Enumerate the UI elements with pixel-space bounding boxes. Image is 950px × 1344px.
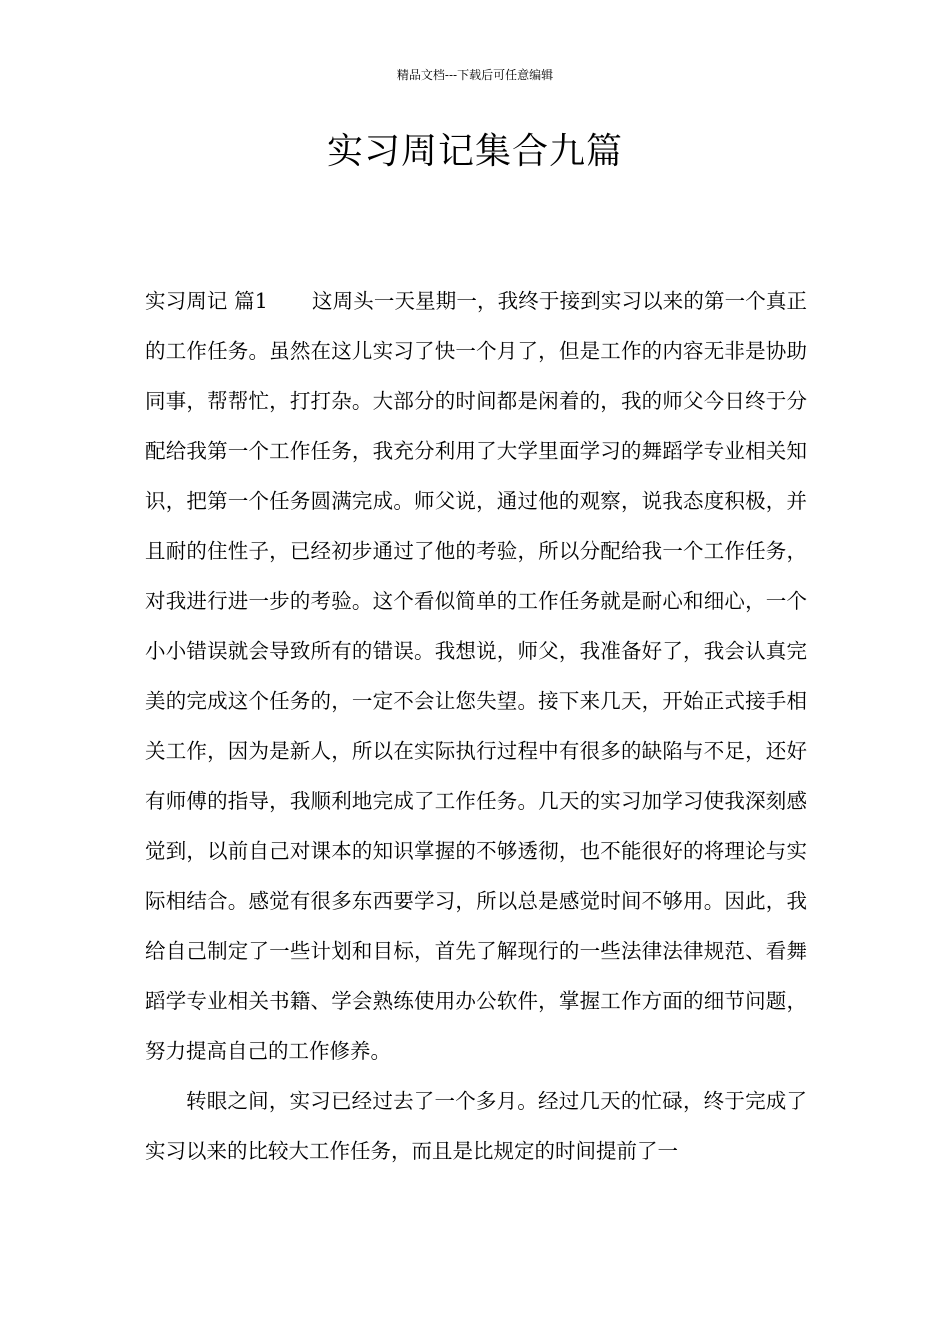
header-note: 精品文档---下载后可任意编辑 xyxy=(396,68,554,82)
paragraph-text: 这周头一天星期一，我终于接到实习以来的第一个真正的工作任务。虽然在这儿实习了快一个月了，但是工作的内容无非是协助同事，帮帮忙，打打杂。大部分的时间都是闲着的，我的师父今日终于分配给我第一个工作任务，我充分利用了大学里面学习的舞蹈学专业相关知识，把第一个任务圆满完成。师父说，通过他的观察，说我态度积极，并且耐的住性子，已经初步通过了他的考验，所以分配给我一个工作任务，对我进行进一步的考验。这个看似简单的工作任务就是耐心和细心，一个小小错误就会导致所有的错误。我想说，师父，我准备好了，我会认真完美的完成这个任务的，一定不会让您失望。接下来几天，开始正式接手相关工作，因为是新人，所以在实际执行过程中有很多的缺陷与不足，还好有师傅的指导，我顺利地完成了工作任务。几天的实习加学习使我深刻感觉到，以前自己对课本的知识掌握的不够透彻，也不能很好的将理论与实际相结合。感觉有很多东西要学习，所以总是感觉时间不够用。因此，我给自己制定了一些计划和目标，首先了解现行的一些法律法律规范、看舞蹈学专业相关书籍、学会熟练使用办公软件，掌握工作方面的细节问题，努力提高自己的工作修养。 xyxy=(145,289,808,1063)
paragraph xyxy=(145,276,807,1076)
paragraph-text: 转眼之间，实习已经过去了一个多月。经过几天的忙碌，终于完成了实习以来的比较大工作任务，而且是比规定的时间提前了一 xyxy=(145,1089,807,1163)
document-body xyxy=(145,276,807,1176)
paragraph-label: 实习周记 篇1 xyxy=(145,289,268,313)
document-title: 实习周记集合九篇 xyxy=(326,131,623,172)
paragraph xyxy=(145,1076,807,1176)
